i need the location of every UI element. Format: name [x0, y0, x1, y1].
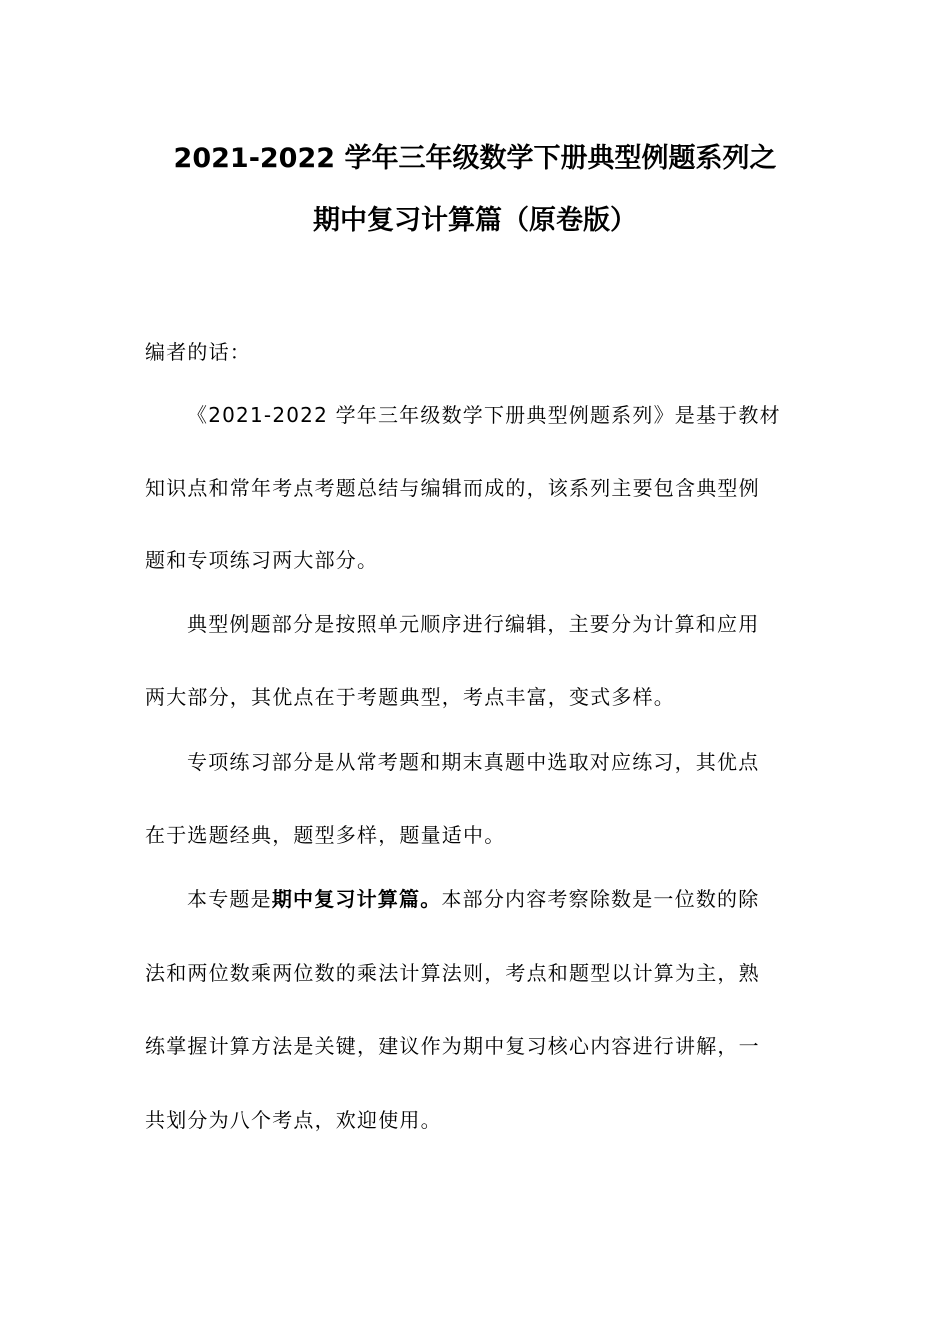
paragraph-4-topic-emphasis: 期中复习计算篇。	[271, 887, 442, 911]
paragraph-4-line-1	[187, 883, 795, 912]
paragraph-3-line-1: 专项练习部分是从常考题和期末真题中选取对应练习，其优点	[187, 750, 760, 774]
paragraph-2-line-2: 两大部分，其优点在于考题典型，考点丰富，变式多样。	[145, 685, 675, 709]
paragraph-2-line-1: 典型例题部分是按照单元顺序进行编辑，主要分为计算和应用	[187, 612, 760, 636]
paragraph-1-line-1: 《2021-2022 学年三年级数学下册典型例题系列》是基于教材	[187, 403, 781, 427]
paragraph-4-line-2: 法和两位数乘两位数的乘法计算法则，考点和题型以计算为主，熟	[145, 961, 760, 985]
paragraph-3-line-2: 在于选题经典，题型多样，题量适中。	[145, 823, 506, 847]
paragraph-4-line-4: 共划分为八个考点，欢迎使用。	[145, 1108, 442, 1132]
paragraph-1-line-3: 题和专项练习两大部分。	[145, 548, 379, 572]
paragraph-1-line-2: 知识点和常年考点考题总结与编辑而成的，该系列主要包含典型例	[145, 476, 760, 500]
paragraph-4-prefix: 本专题是	[187, 887, 272, 911]
document-title-line-1: 2021-2022 学年三年级数学下册典型例题系列之	[173, 143, 777, 174]
paragraph-4-suffix: 本部分内容考察除数是一位数的除	[441, 887, 760, 911]
paragraph-4-line-3: 练掌握计算方法是关键，建议作为期中复习核心内容进行讲解，一	[145, 1034, 760, 1058]
editor-note-label: 编者的话：	[145, 340, 251, 364]
document-title-line-2: 期中复习计算篇（原卷版）	[313, 205, 637, 236]
